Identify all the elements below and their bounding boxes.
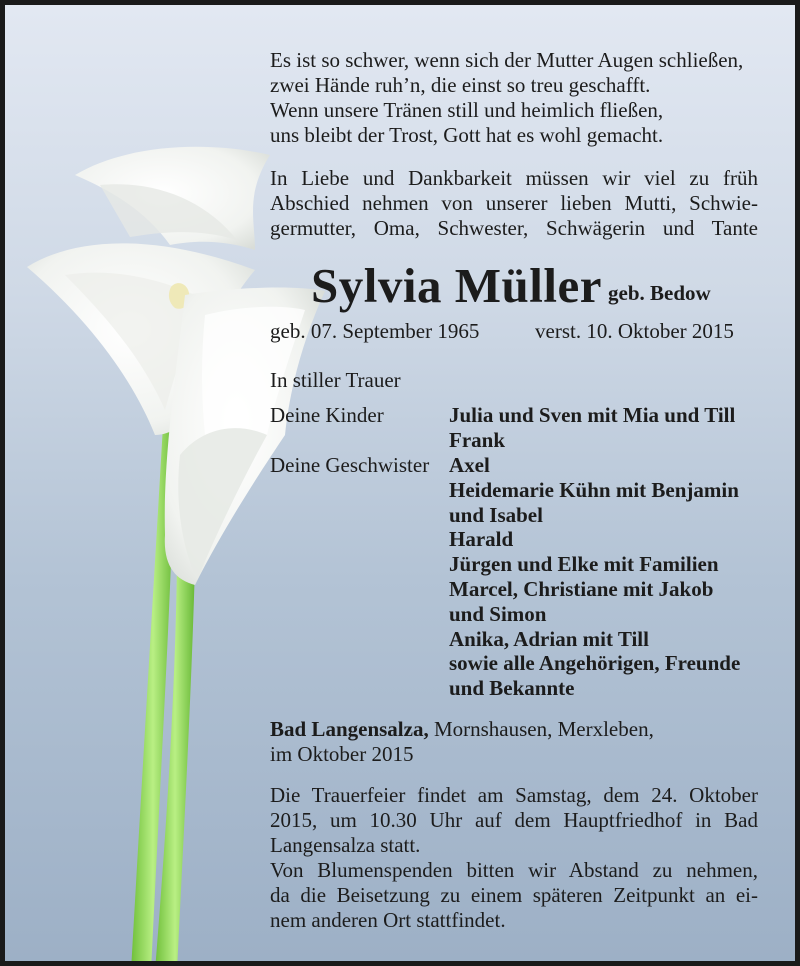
mourner-name: Frank [449,428,506,452]
mourner-name: Jürgen und Elke mit Familien [449,552,719,576]
intro-line: In Liebe und Dankbarkeit müssen wir viel zu früh [270,166,758,190]
death-date: verst. 10. Oktober 2015 [535,319,734,343]
deceased-name: Sylvia Müller [311,258,602,313]
funeral-line: Langensalza statt. [270,833,421,857]
mourner-name: Julia und Sven mit Mia und Till [449,403,736,427]
funeral-line: 2015, um 10.30 Uhr auf dem Hauptfriedhof in Bad [270,808,758,832]
intro-line: Abschied nehmen von unserer lieben Mutti, Schwie- [270,191,758,215]
place-date: im Oktober 2015 [270,742,414,766]
mourner-name: Axel [449,453,490,477]
siblings-label: Deine Geschwister [270,453,430,477]
place-line [270,717,654,742]
mourner-name: und Simon [449,602,547,626]
flowers-note-line: nem anderen Ort stattfindet. [270,908,506,932]
flowers-note-line: Von Blumenspenden bitten wir Abstand zu nehmen, [270,858,758,882]
maiden-name: geb. Bedow [608,281,711,305]
mourner-name: Harald [449,527,514,551]
place-city: Bad Langensalza, [270,717,429,741]
mourner-name: und Bekannte [449,676,575,700]
mourner-name: Anika, Adrian mit Till [449,627,649,651]
intro-line: germutter, Oma, Schwester, Schwägerin und Tante [270,216,758,240]
flowers-note-line: da die Beisetzung zu einem späteren Zeitpunkt an ei- [270,883,758,907]
poem-line: Es ist so schwer, wenn sich der Mutter Augen schließen, [270,48,744,72]
birth-date: geb. 07. September 1965 [270,319,480,343]
funeral-line: Die Trauerfeier findet am Samstag, dem 24. Oktober [270,783,758,807]
poem-line: uns bleibt der Trost, Gott hat es wohl gemacht. [270,123,664,147]
mourner-name: und Isabel [449,503,543,527]
mourner-name: Marcel, Christiane mit Jakob [449,577,714,601]
poem-line: zwei Hände ruh’n, die einst so treu geschafft. [270,73,651,97]
mourning-intro: In stiller Trauer [270,368,401,392]
poem-line: Wenn unsere Tränen still und heimlich fließen, [270,98,664,122]
place-rest: Mornshausen, Merxleben, [433,717,654,741]
mourner-name: sowie alle Angehörigen, Freunde [449,651,741,675]
kids-label: Deine Kinder [270,403,384,427]
mourner-name: Heidemarie Kühn mit Benjamin [449,478,739,502]
